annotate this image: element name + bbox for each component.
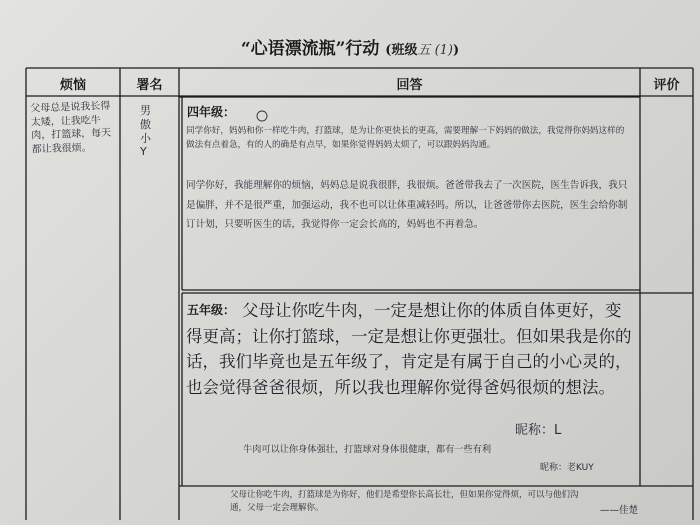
- header-answer: 回答: [396, 78, 423, 93]
- class-value: 五 (1): [417, 43, 454, 58]
- grade5-nickname: 昵称：L: [515, 423, 562, 438]
- signature-text: 男 傲 小 Y: [140, 104, 151, 159]
- grade5-signature: 昵称：老KUY: [540, 463, 594, 473]
- grade4-label: 四年级：: [187, 105, 236, 119]
- trouble-text: 父母总是说我长得太矮，让我吃牛肉，打篮球，每天都让我很烦。: [30, 100, 112, 155]
- grade5-reply: 父母让你吃牛肉，一定是想让你的体质自体更好，变得更高；让你打篮球，一定是想让你更强壮。但如果我是你的话，我们毕竟也是五年级了，肯定是有属于自己的小心灵的，也会觉得爸爸很烦，所以我也理解你觉得爸妈很烦的想法。: [186, 301, 632, 397]
- header-signature: 署名: [136, 78, 163, 93]
- grade4-reply-2: 同学你好，我能理解你的烦恼，妈妈总是说我很胖，我很烦。爸爸带我去了一次医院，医生告诉我，我只是偏胖，并不是很严重，加强运动，我不也可以让体重减轻吗。所以，让爸爸带你去医院，医生会给你制订计划，只要听医生的话，我觉得你一定会长高的，妈妈也不再着急。: [186, 180, 628, 231]
- grade5-reply-2: 牛肉可以让你身体强壮，打篮球对身体很健康，都有一些有利: [243, 444, 492, 455]
- header-rating: 评价: [653, 78, 680, 93]
- title-text: “心语漂流瓶”行动: [240, 39, 380, 59]
- class-close: ): [453, 43, 460, 58]
- bottom-note: 父母让你吃牛肉，打篮球是为你好，他们是希望你长高长壮，但如果你觉得烦，可以与他们沟通，父母一定会理解你。: [230, 490, 579, 513]
- grade4-reply-1: 同学你好，妈妈和你一样吃牛肉，打篮球，是为让你更快长的更高，需要理解一下妈妈的做法，我觉得你妈妈这样的做法有点着急，有的人的确是有点早，如果你觉得妈妈太烦了，可以跟妈妈沟通。: [186, 126, 625, 150]
- bottom-signature: ——佳楚: [600, 505, 639, 516]
- header-trouble: 烦恼: [59, 78, 86, 93]
- class-label: (班级: [385, 43, 418, 58]
- grade5-label: 五年级：: [187, 303, 236, 317]
